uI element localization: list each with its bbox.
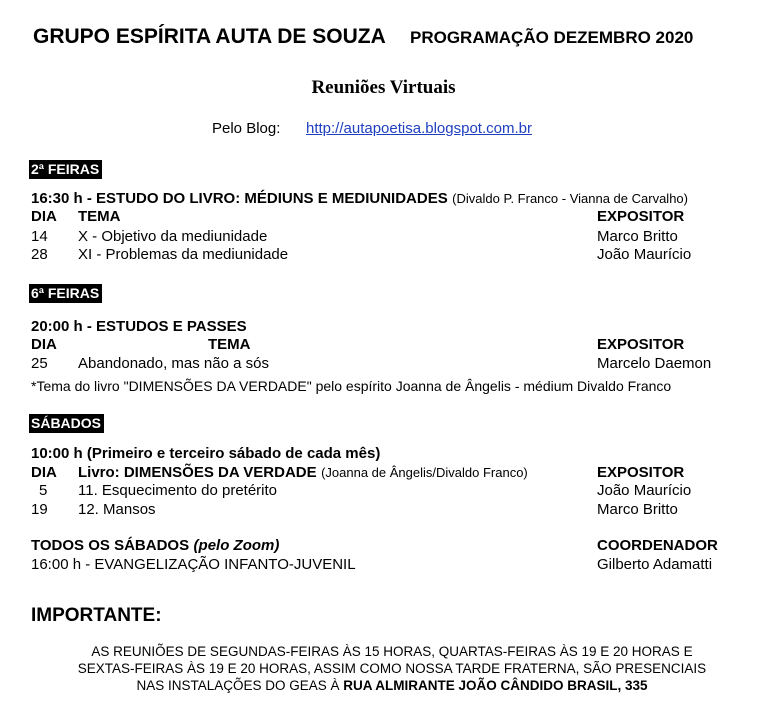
important-line: SEXTAS-FEIRAS ÀS 19 E 20 HORAS, ASSIM COMO NOSSA TARDE FRATERNA, SÃO PRESENCIAIS (77, 661, 707, 676)
important-line-prefix: NAS INSTALAÇÕES DO GEAS À (136, 678, 344, 693)
monday-row-day: 14 (31, 228, 48, 245)
saturday-row-day: 5 (39, 482, 48, 499)
monday-session-title: 16:30 h - ESTUDO DO LIVRO: MÉDIUNS E MEDIUNIDADES (31, 190, 448, 207)
saturday-row-presenter: João Maurício (597, 482, 692, 499)
important-heading: IMPORTANTE: (31, 605, 162, 626)
monday-session (31, 190, 688, 208)
group-title: GRUPO ESPÍRITA AUTA DE SOUZA (33, 25, 386, 48)
saturday-row-day: 19 (31, 501, 48, 518)
monday-row-presenter: João Maurício (597, 246, 692, 263)
friday-col-presenter: EXPOSITOR (597, 336, 685, 353)
monday-row-presenter: Marco Britto (597, 228, 678, 245)
every-saturday-label: TODOS OS SÁBADOS (31, 537, 190, 554)
monday-session-authors: (Divaldo P. Franco - Vianna de Carvalho) (452, 191, 688, 206)
saturday-col-presenter: EXPOSITOR (597, 464, 685, 481)
saturday-book-authors: (Joanna de Ângelis/Divaldo Franco) (321, 465, 528, 480)
every-saturday-heading (31, 537, 279, 555)
blog-label: Pelo Blog: (212, 120, 281, 137)
monday-row-theme: XI - Problemas da mediunidade (78, 246, 289, 263)
saturday-book-title: Livro: DIMENSÕES DA VERDADE (78, 464, 317, 481)
friday-row-day: 25 (31, 355, 48, 372)
friday-col-theme: TEMA (208, 336, 251, 353)
subtitle: Reuniões Virtuais (311, 77, 456, 98)
friday-session-title: 20:00 h - ESTUDOS E PASSES (31, 318, 247, 335)
friday-col-day: DIA (31, 336, 57, 353)
blog-link[interactable]: http://autapoetisa.blogspot.com.br (306, 120, 532, 137)
important-text (0, 643, 767, 694)
monday-row-theme: X - Objetivo da mediunidade (78, 228, 268, 245)
saturday-col-day: DIA (31, 464, 57, 481)
every-saturday-item: 16:00 h - EVANGELIZAÇÃO INFANTO-JUVENIL (31, 556, 356, 573)
monday-col-presenter: EXPOSITOR (597, 208, 685, 225)
coordinator-name: Gilberto Adamatti (597, 556, 713, 573)
section-label-monday: 2ª FEIRAS (29, 160, 102, 179)
important-line: AS REUNIÕES DE SEGUNDAS-FEIRAS ÀS 15 HORAS, QUARTAS-FEIRAS ÀS 19 E 20 HORAS E (91, 644, 693, 659)
friday-row-presenter: Marcelo Daemon (597, 355, 712, 372)
important-address: RUA ALMIRANTE JOÃO CÂNDIDO BRASIL, 335 (343, 678, 648, 693)
friday-row-theme: Abandonado, mas não a sós (78, 355, 269, 372)
monday-col-theme: TEMA (78, 208, 121, 225)
saturday-book (78, 464, 528, 482)
saturday-session-title: 10:00 h (Primeiro e terceiro sábado de cada mês) (31, 445, 381, 462)
friday-note: *Tema do livro "DIMENSÕES DA VERDADE" pelo espírito Joanna de Ângelis - médium Divaldo Franco (31, 378, 672, 394)
section-label-friday: 6ª FEIRAS (29, 284, 102, 303)
saturday-row-presenter: Marco Britto (597, 501, 678, 518)
every-saturday-note: (pelo Zoom) (193, 537, 280, 554)
important-line (0, 677, 767, 694)
col-coordinator: COORDENADOR (597, 537, 718, 554)
program-title: PROGRAMAÇÃO DEZEMBRO 2020 (410, 28, 694, 47)
monday-row-day: 28 (31, 246, 48, 263)
saturday-row-theme: 11. Esquecimento do pretérito (78, 482, 278, 499)
saturday-row-theme: 12. Mansos (78, 501, 156, 518)
monday-col-day: DIA (31, 208, 57, 225)
section-label-saturday: SÁBADOS (29, 414, 104, 433)
